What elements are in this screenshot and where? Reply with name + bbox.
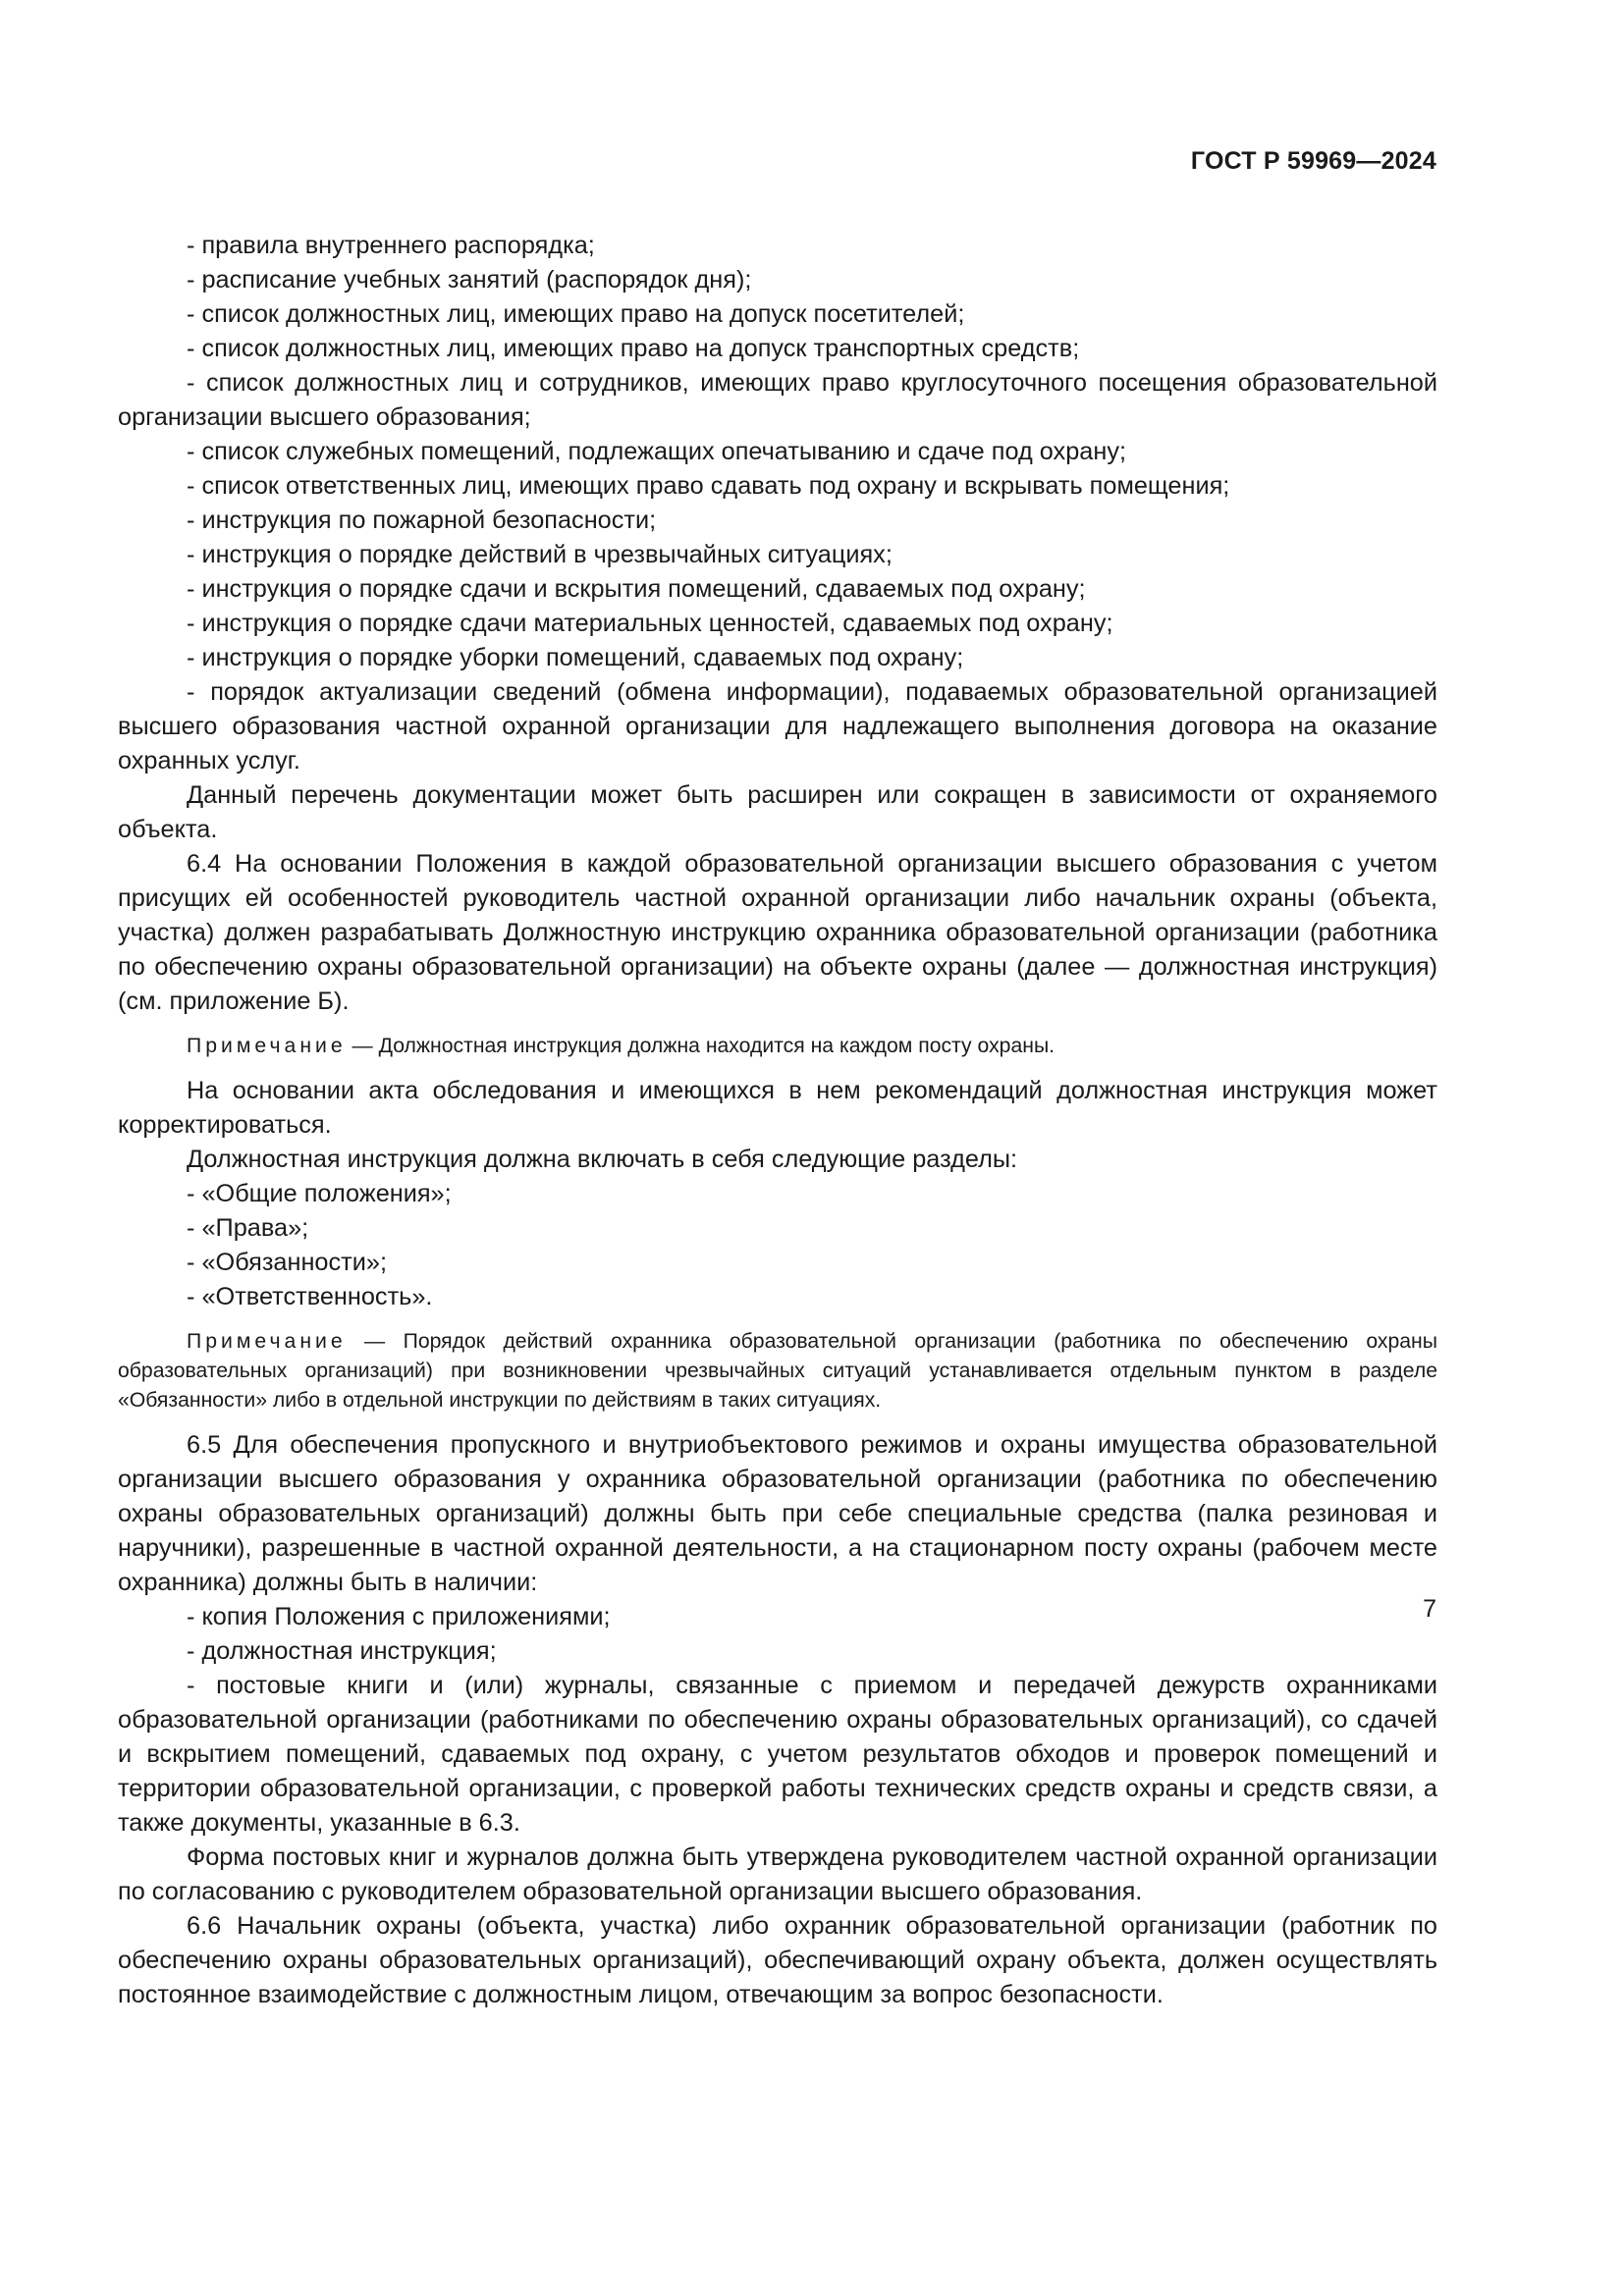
list-item: - постовые книги и (или) журналы, связанные с приемом и передачей дежурств охранниками образовательной организации (работниками по обеспечению охраны образовательных организаций), со сдачей и вскрытием помещений, сдаваемых под охрану, с учетом результатов обходов и проверок помещений и территории образовательной организации, с проверкой работы технических средств охраны и средств связи, а также документы, указанные в 6.3. <box>118 1672 1437 1837</box>
paragraph-list-scope: Данный перечень документации может быть расширен или сокращен в зависимости от охраняемого объекта. <box>118 781 1437 843</box>
list-item: - список должностных лиц и сотрудников, имеющих право круглосуточного посещения образовательной организации высшего образования; <box>118 369 1437 431</box>
list-item: - список служебных помещений, подлежащих опечатыванию и сдаче под охрану; <box>187 438 1126 465</box>
paragraph-act: На основании акта обследования и имеющихся в нем рекомендаций должностная инструкция может корректироваться. <box>118 1077 1437 1139</box>
paragraph-forms: Форма постовых книг и журналов должна быть утверждена руководителем частной охранной организации по согласованию с руководителем образовательной организации высшего образования. <box>118 1843 1437 1905</box>
list-item: - копия Положения с приложениями; <box>187 1603 611 1630</box>
list-item: - правила внутреннего распорядка; <box>187 232 595 259</box>
note-1 <box>118 1032 1437 1061</box>
list-item: - список должностных лиц, имеющих право на допуск посетителей; <box>187 300 965 328</box>
list-item: - расписание учебных занятий (распорядок дня); <box>187 266 752 294</box>
note-label: Примечание <box>187 1035 347 1057</box>
list-item: - инструкция о порядке действий в чрезвычайных ситуациях; <box>187 541 893 568</box>
paragraph-6-4: 6.4 На основании Положения в каждой образовательной организации высшего образования с учетом присущих ей особенностей руководитель частной охранной организации либо начальник охраны (объекта, участка) должен разрабатывать Должностную инструкцию охранника образовательной организации (работника по обеспечению охраны образовательной организации) на объекте охраны (далее — должностная инструкция) (см. приложение Б). <box>118 850 1437 1015</box>
note-text: — Порядок действий охранника образовательной организации (работника по обеспечению охраны образовательных организаций) при возникновении чрезвычайных ситуаций устанавливается отдельным пунктом в разделе «Обязанности» либо в отдельной инструкции по действиям в таких ситуациях. <box>118 1330 1437 1412</box>
list-item: - порядок актуализации сведений (обмена информации), подаваемых образовательной организацией высшего образования частной охранной организации для надлежащего выполнения договора на оказание охранных услуг. <box>118 678 1437 774</box>
section-item: - «Обязанности»; <box>187 1249 387 1276</box>
section-item: - «Ответственность». <box>187 1283 433 1310</box>
document-body <box>118 229 1437 2012</box>
page-number: 7 <box>1423 1595 1436 1623</box>
list-item: - список ответственных лиц, имеющих право сдавать под охрану и вскрывать помещения; <box>187 472 1230 500</box>
paragraph-6-6: 6.6 Начальник охраны (объекта, участка) либо охранник образовательной организации (работник по обеспечению охраны образовательных организаций), обеспечивающий охрану объекта, должен осуществлять постоянное взаимодействие с должностным лицом, отвечающим за вопрос безопасности. <box>118 1912 1437 2008</box>
note-label: Примечание <box>187 1330 347 1353</box>
section-item: - «Права»; <box>187 1214 309 1242</box>
list-item: - список должностных лиц, имеющих право на допуск транспортных средств; <box>187 335 1080 362</box>
list-item: - инструкция о порядке уборки помещений, сдаваемых под охрану; <box>187 644 964 671</box>
paragraph-sections-intro: Должностная инструкция должна включать в себя следующие разделы: <box>187 1146 1018 1173</box>
paragraph-6-5: 6.5 Для обеспечения пропускного и внутриобъектового режимов и охраны имущества образовательной организации высшего образования у охранника образовательной организации (работника по обеспечению охраны образовательных организаций) должны быть при себе специальные средства (палка резиновая и наручники), разрешенные в частной охранной деятельности, а на стационарном посту охраны (рабочем месте охранника) должны быть в наличии: <box>118 1431 1437 1596</box>
note-2 <box>118 1327 1437 1415</box>
note-text: — Должностная инструкция должна находится на каждом посту охраны. <box>346 1035 1056 1057</box>
section-item: - «Общие положения»; <box>187 1180 452 1207</box>
standard-number: ГОСТ Р 59969—2024 <box>1190 147 1436 175</box>
list-item: - инструкция о порядке сдачи и вскрытия помещений, сдаваемых под охрану; <box>187 575 1086 603</box>
list-item: - инструкция о порядке сдачи материальных ценностей, сдаваемых под охрану; <box>187 610 1113 637</box>
list-item: - должностная инструкция; <box>187 1637 497 1665</box>
list-item: - инструкция по пожарной безопасности; <box>187 507 657 534</box>
